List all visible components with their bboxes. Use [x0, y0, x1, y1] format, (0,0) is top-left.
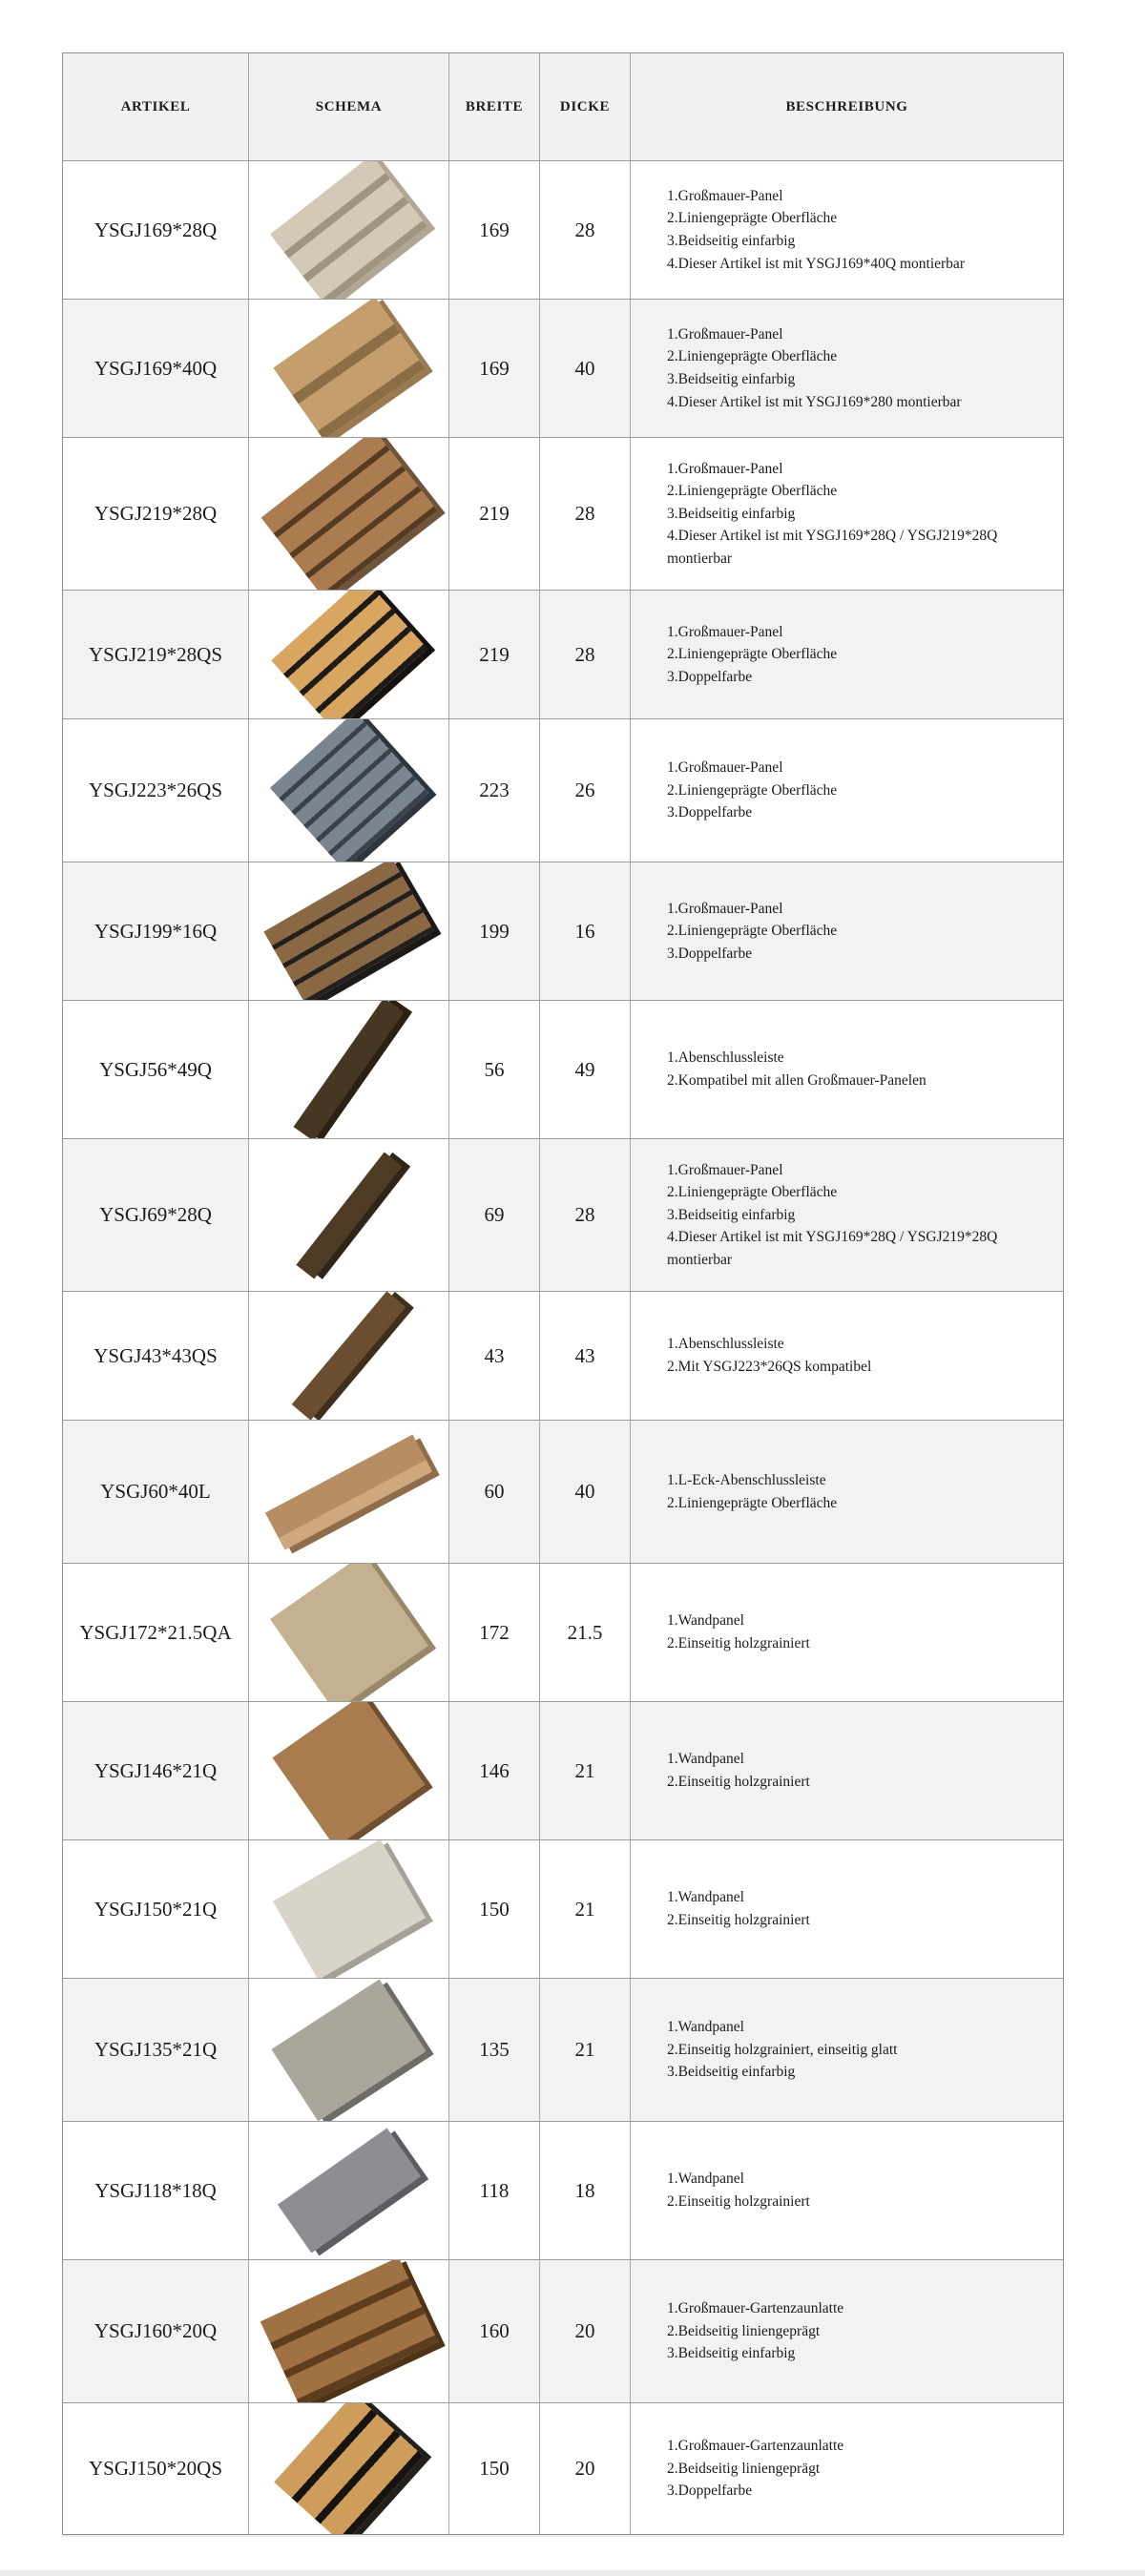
beschreibung-line: 3.Doppelfarbe: [667, 2483, 753, 2500]
beschreibung-cell: [631, 2122, 1063, 2260]
breite-cell: 56: [449, 1001, 540, 1139]
beschreibung-line: 3.Beidseitig einfarbig: [667, 371, 796, 387]
beschreibung-line: 2.Liniengeprägte Oberfläche: [667, 1494, 838, 1511]
artikel-cell: YSGJ146*21Q: [63, 1702, 249, 1840]
column-header-schema: SCHEMA: [249, 53, 449, 161]
artikel-cell: YSGJ69*28Q: [63, 1139, 249, 1292]
breite-cell: 172: [449, 1564, 540, 1702]
beschreibung-line: 1.Großmauer-Panel: [667, 623, 783, 640]
artikel-cell: YSGJ56*49Q: [63, 1001, 249, 1139]
beschreibung-cell: [631, 719, 1063, 862]
column-header-artikel: ARTIKEL: [63, 53, 249, 161]
dicke-cell: 18: [540, 2122, 631, 2260]
beschreibung-line: 1.Wandpanel: [667, 1889, 744, 1906]
table-row: [63, 161, 1063, 300]
l-corner-trim-icon: [249, 1421, 448, 1563]
beschreibung-line: 2.Liniengeprägte Oberfläche: [667, 923, 838, 940]
beschreibung-cell: [631, 2260, 1063, 2403]
beschreibung-line: 4.Dieser Artikel ist mit YSGJ169*40Q montierbar: [667, 255, 965, 272]
artikel-cell: YSGJ118*18Q: [63, 2122, 249, 2260]
breite-cell: 223: [449, 719, 540, 862]
beschreibung-line: 2.Mit YSGJ223*26QS kompatibel: [667, 1359, 872, 1375]
beschreibung-line: 2.Liniengeprägte Oberfläche: [667, 781, 838, 799]
artikel-cell: YSGJ135*21Q: [63, 1979, 249, 2122]
breite-cell: 169: [449, 300, 540, 438]
schema-cell: [249, 2122, 449, 2260]
dicke-cell: 28: [540, 438, 631, 591]
artikel-cell: YSGJ223*26QS: [63, 719, 249, 862]
gray-wood-wall-panel-icon: [249, 1979, 448, 2121]
schema-cell: [249, 300, 449, 438]
schema-cell: [249, 591, 449, 719]
schema-cell: [249, 1292, 449, 1421]
beschreibung-cell: [631, 1139, 1063, 1292]
breite-cell: 118: [449, 2122, 540, 2260]
beschreibung-line: 4.Dieser Artikel ist mit YSGJ169*28Q / YSGJ219*28Q montierbar: [667, 528, 998, 567]
light-oak-wall-panel-icon: [249, 1564, 448, 1701]
beschreibung-cell: [631, 161, 1063, 300]
table-row: [63, 1702, 1063, 1840]
brown-ribbed-fence-slat-icon: [249, 2260, 448, 2402]
breite-cell: 219: [449, 438, 540, 591]
dicke-cell: 40: [540, 300, 631, 438]
beschreibung-line: 3.Beidseitig einfarbig: [667, 233, 796, 249]
breite-cell: 199: [449, 862, 540, 1001]
schema-cell: [249, 1139, 449, 1292]
beschreibung-line: 2.Liniengeprägte Oberfläche: [667, 1184, 838, 1201]
schema-cell: [249, 1421, 449, 1564]
beschreibung-line: 2.Kompatibel mit allen Großmauer-Panelen: [667, 1072, 926, 1089]
schema-cell: [249, 161, 449, 300]
table-row: [63, 2403, 1063, 2534]
schema-cell: [249, 2260, 449, 2403]
beschreibung-cell: [631, 300, 1063, 438]
brown-wall-panel-icon: [249, 1702, 448, 1839]
schema-cell: [249, 1001, 449, 1139]
beschreibung-line: 4.Dieser Artikel ist mit YSGJ169*28Q / YSGJ219*28Q montierbar: [667, 1229, 998, 1268]
beschreibung-line: 1.Wandpanel: [667, 1612, 744, 1630]
beschreibung-line: 2.Liniengeprägte Oberfläche: [667, 483, 838, 500]
product-table: [62, 52, 1064, 2535]
dicke-cell: 21: [540, 1702, 631, 1840]
artikel-cell: YSGJ172*21.5QA: [63, 1564, 249, 1702]
breite-cell: 150: [449, 1840, 540, 1979]
dicke-cell: 43: [540, 1292, 631, 1421]
breite-cell: 135: [449, 1979, 540, 2122]
table-row: [63, 719, 1063, 862]
schema-cell: [249, 1979, 449, 2122]
beschreibung-cell: [631, 438, 1063, 591]
beschreibung-line: 1.Großmauer-Panel: [667, 900, 783, 917]
table-row: [63, 1421, 1063, 1564]
dicke-cell: 21: [540, 1979, 631, 2122]
artikel-cell: YSGJ199*16Q: [63, 862, 249, 1001]
artikel-cell: YSGJ219*28Q: [63, 438, 249, 591]
dicke-cell: 40: [540, 1421, 631, 1564]
dark-brown-trim-icon: [249, 1139, 448, 1291]
breite-cell: 60: [449, 1421, 540, 1564]
beschreibung-line: 1.Wandpanel: [667, 2171, 744, 2188]
cream-wall-panel-icon: [249, 1840, 448, 1978]
brown-slatted-panel-icon: [249, 438, 448, 590]
schema-cell: [249, 1840, 449, 1979]
breite-cell: 219: [449, 591, 540, 719]
beschreibung-line: 1.Großmauer-Panel: [667, 759, 783, 777]
brown-striped-panel-icon: [249, 862, 448, 1000]
beschreibung-line: 2.Einseitig holzgrainiert: [667, 1635, 810, 1652]
beschreibung-line: 3.Beidseitig einfarbig: [667, 2064, 796, 2081]
table-row: [63, 438, 1063, 591]
table-row: [63, 591, 1063, 719]
beschreibung-line: 2.Beidseitig liniengeprägt: [667, 2322, 821, 2339]
beschreibung-cell: [631, 1001, 1063, 1139]
schema-cell: [249, 2403, 449, 2534]
beschreibung-cell: [631, 591, 1063, 719]
schema-cell: [249, 719, 449, 862]
two-tone-slatted-panel-icon: [249, 591, 448, 718]
table-header-row: [63, 53, 1063, 161]
beschreibung-line: 1.Abenschlussleiste: [667, 1049, 784, 1067]
artikel-cell: YSGJ160*20Q: [63, 2260, 249, 2403]
dicke-cell: 26: [540, 719, 631, 862]
breite-cell: 160: [449, 2260, 540, 2403]
beschreibung-line: 3.Doppelfarbe: [667, 804, 753, 821]
beschreibung-line: 1.Großmauer-Panel: [667, 187, 783, 204]
beschreibung-cell: [631, 1564, 1063, 1702]
beschreibung-line: 3.Doppelfarbe: [667, 668, 753, 685]
beschreibung-line: 2.Liniengeprägte Oberfläche: [667, 348, 838, 365]
schema-cell: [249, 1564, 449, 1702]
beschreibung-cell: [631, 1421, 1063, 1564]
artikel-cell: YSGJ219*28QS: [63, 591, 249, 719]
table-row: [63, 300, 1063, 438]
beschreibung-cell: [631, 1979, 1063, 2122]
beschreibung-cell: [631, 862, 1063, 1001]
beschreibung-line: 2.Einseitig holzgrainiert: [667, 1912, 810, 1928]
beschreibung-line: 4.Dieser Artikel ist mit YSGJ169*280 montierbar: [667, 393, 962, 410]
beschreibung-line: 3.Doppelfarbe: [667, 945, 753, 962]
dicke-cell: 49: [540, 1001, 631, 1139]
beschreibung-line: 2.Einseitig holzgrainiert: [667, 2193, 810, 2210]
schema-cell: [249, 438, 449, 591]
dicke-cell: 16: [540, 862, 631, 1001]
tan-black-striped-fence-slat-icon: [249, 2403, 448, 2534]
breite-cell: 146: [449, 1702, 540, 1840]
column-header-dicke: DICKE: [540, 53, 631, 161]
artikel-cell: YSGJ43*43QS: [63, 1292, 249, 1421]
beschreibung-line: 1.Großmauer-Gartenzaunlatte: [667, 2300, 844, 2317]
beschreibung-line: 2.Liniengeprägte Oberfläche: [667, 646, 838, 663]
gray-wall-panel-icon: [249, 2122, 448, 2259]
beschreibung-cell: [631, 1292, 1063, 1421]
beschreibung-line: 1.L-Eck-Abenschlussleiste: [667, 1471, 826, 1488]
beschreibung-line: 2.Beidseitig liniengeprägt: [667, 2460, 821, 2477]
gray-slatted-panel-icon: [249, 719, 448, 862]
dicke-cell: 28: [540, 591, 631, 719]
bottom-edge-strip: [0, 2570, 1145, 2576]
beige-slatted-panel-icon: [249, 161, 448, 299]
table-row: [63, 1292, 1063, 1421]
beschreibung-line: 1.Abenschlussleiste: [667, 1336, 784, 1353]
beschreibung-cell: [631, 1702, 1063, 1840]
beschreibung-line: 1.Großmauer-Panel: [667, 1161, 783, 1178]
table-row: [63, 1139, 1063, 1292]
dicke-cell: 20: [540, 2260, 631, 2403]
dicke-cell: 28: [540, 161, 631, 300]
breite-cell: 69: [449, 1139, 540, 1292]
table-row: [63, 1001, 1063, 1139]
artikel-cell: YSGJ150*20QS: [63, 2403, 249, 2534]
beschreibung-line: 1.Großmauer-Panel: [667, 460, 783, 477]
dark-brown-end-trim-icon: [249, 1001, 448, 1138]
table-row: [63, 2122, 1063, 2260]
dicke-cell: 28: [540, 1139, 631, 1292]
table-row: [63, 862, 1063, 1001]
beschreibung-line: 3.Beidseitig einfarbig: [667, 2345, 796, 2362]
beschreibung-line: 2.Einseitig holzgrainiert: [667, 1774, 810, 1790]
dicke-cell: 21: [540, 1840, 631, 1979]
dicke-cell: 21.5: [540, 1564, 631, 1702]
beschreibung-line: 3.Beidseitig einfarbig: [667, 505, 796, 522]
beschreibung-line: 1.Großmauer-Gartenzaunlatte: [667, 2438, 844, 2455]
table-row: [63, 1979, 1063, 2122]
beschreibung-line: 1.Großmauer-Panel: [667, 325, 783, 343]
artikel-cell: YSGJ150*21Q: [63, 1840, 249, 1979]
beschreibung-cell: [631, 1840, 1063, 1979]
beschreibung-cell: [631, 2403, 1063, 2534]
breite-cell: 169: [449, 161, 540, 300]
column-header-beschreibung: BESCHREIBUNG: [631, 53, 1063, 161]
tan-rib-panel-icon: [249, 300, 448, 437]
beschreibung-line: 3.Beidseitig einfarbig: [667, 1206, 796, 1223]
beschreibung-line: 2.Liniengeprägte Oberfläche: [667, 210, 838, 227]
breite-cell: 150: [449, 2403, 540, 2534]
table-row: [63, 2260, 1063, 2403]
brown-end-trim-icon: [249, 1292, 448, 1420]
beschreibung-line: 1.Wandpanel: [667, 1751, 744, 1768]
artikel-cell: YSGJ169*40Q: [63, 300, 249, 438]
artikel-cell: YSGJ60*40L: [63, 1421, 249, 1564]
schema-cell: [249, 1702, 449, 1840]
column-header-breite: BREITE: [449, 53, 540, 161]
beschreibung-line: 2.Einseitig holzgrainiert, einseitig glatt: [667, 2041, 898, 2058]
artikel-cell: YSGJ169*28Q: [63, 161, 249, 300]
table-row: [63, 1840, 1063, 1979]
dicke-cell: 20: [540, 2403, 631, 2534]
beschreibung-line: 1.Wandpanel: [667, 2019, 744, 2036]
schema-cell: [249, 862, 449, 1001]
breite-cell: 43: [449, 1292, 540, 1421]
table-row: [63, 1564, 1063, 1702]
